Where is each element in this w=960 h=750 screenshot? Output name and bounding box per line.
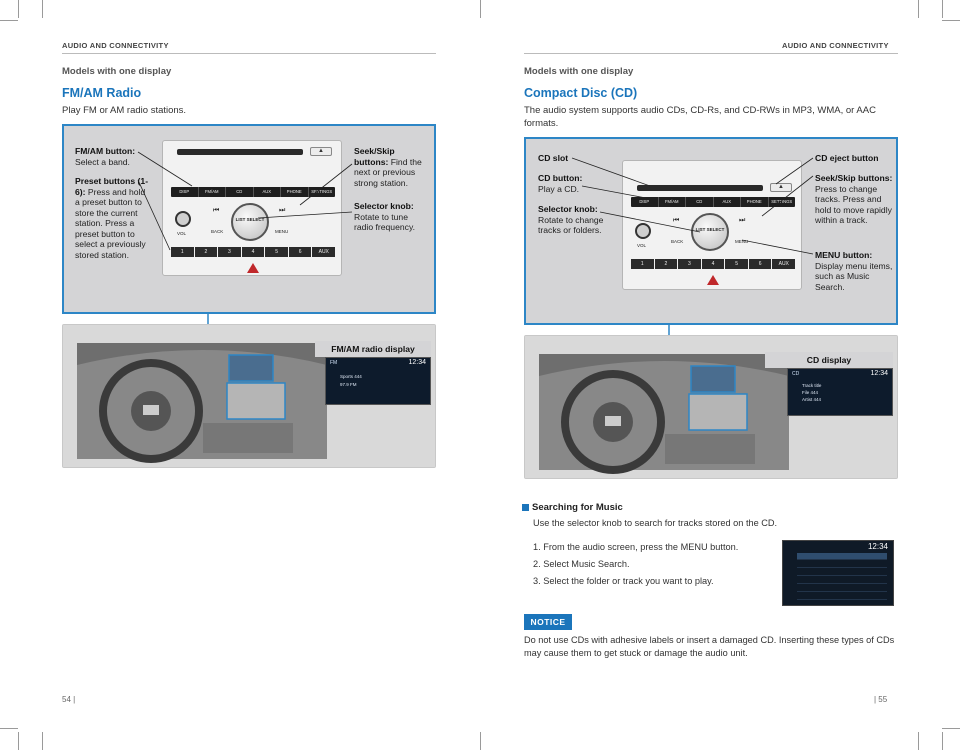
left-callout-fmam-label: FM/AM button: [75, 146, 136, 156]
right-callout-seek-label: Seek/Skip buttons: [815, 173, 893, 183]
cd-screen-line2: File 444 [802, 390, 819, 395]
left-callout-fmam-text: Select a band. [75, 156, 130, 167]
cd-screen-line1: Track title [802, 383, 822, 388]
right-unit-phone: PHONE [741, 197, 769, 207]
left-unit-fmam: FM/AM [199, 187, 227, 197]
music-search-row [797, 593, 887, 600]
left-callout-seek-text: Find the next or previous strong station. [354, 156, 422, 188]
left-callout-preset-text: Press and hold a preset button to store the current station. Press a preset button to select a previously stored station. [75, 186, 146, 260]
searching-step-3: 3. Select the folder or track you want to play. [533, 576, 714, 586]
cd-screen-line3: Artist 444 [802, 397, 822, 402]
left-unit-menu: MENU [275, 229, 289, 234]
right-unit-aux: AUX [714, 197, 742, 207]
right-callout-cdbtn-label: CD button: [538, 173, 583, 183]
right-callout-slot-label: CD slot [538, 153, 569, 163]
section-square-icon [522, 504, 529, 511]
fm-am-screen-clock: 12:34 [408, 359, 426, 366]
left-unit-seek-back-icon: ⏮ [213, 207, 220, 214]
right-unit-knob-label: LIST SELECT [695, 227, 725, 232]
right-unit-settings: SETTINGS [771, 199, 793, 204]
right-unit-menu: MENU [735, 239, 749, 244]
music-search-row [797, 577, 887, 584]
music-search-screen [782, 540, 894, 606]
left-callout-seek-label: Seek/Skip buttons: [354, 146, 395, 167]
music-search-row [797, 585, 887, 592]
right-unit-fmam: FM/AM [659, 197, 687, 207]
crop-mark [942, 732, 943, 750]
left-unit-knob-label: LIST SELECT [235, 217, 265, 222]
left-unit-cd-eject: ▲ [310, 147, 332, 156]
searching-music-body: Use the selector knob to search for tracks stored on the CD. [533, 518, 778, 528]
fm-am-screen-line1: Sports 444 [340, 374, 362, 379]
left-preset-5: 5 [265, 247, 288, 257]
left-callout-selector-text: Rotate to tune radio frequency. [354, 211, 415, 232]
left-unit-disp: DISP [171, 187, 199, 197]
crop-mark [942, 728, 960, 729]
crop-mark [42, 732, 43, 750]
right-callout-selector-label: Selector knob: [538, 204, 598, 214]
fm-am-title: FM/AM Radio [62, 86, 142, 100]
fm-am-screen-band: FM [330, 360, 338, 366]
cd-display-label: CD display [765, 352, 893, 368]
right-callout-seek-text: Press to change tracks. Press and hold to move rapidly within a track. [815, 183, 892, 225]
right-preset-aux: AUX [772, 259, 795, 269]
right-unit-cd-eject: ▲ [770, 183, 792, 192]
right-preset-2: 2 [655, 259, 678, 269]
right-callout-menu-text: Display menu items, such as Music Search. [815, 260, 893, 292]
right-preset-6: 6 [749, 259, 772, 269]
crop-mark [480, 732, 481, 750]
cd-screen-band: CD [792, 371, 800, 377]
left-preset-1: 1 [171, 247, 194, 257]
left-unit-phone: PHONE [281, 187, 309, 197]
right-models-note: Models with one display [524, 66, 634, 77]
crop-mark [0, 728, 18, 729]
right-unit-cd: CD [686, 197, 714, 207]
right-preset-5: 5 [725, 259, 748, 269]
cd-intro: The audio system supports audio CDs, CD-Rs, and CD-RWs in MP3, WMA, or AAC formats. [524, 105, 876, 129]
searching-music-title-text: Searching for Music [532, 502, 623, 513]
left-unit-back: BACK [211, 229, 224, 234]
left-page-header: AUDIO AND CONNECTIVITY [62, 41, 169, 50]
left-callout-selector-label: Selector knob: [354, 201, 414, 211]
left-unit-settings: SETTINGS [311, 189, 333, 194]
crop-mark [918, 732, 919, 750]
notice-badge: NOTICE [524, 614, 572, 630]
right-page-header: AUDIO AND CONNECTIVITY [782, 41, 889, 50]
right-preset-3: 3 [678, 259, 701, 269]
right-unit-seek-back-icon: ⏮ [673, 217, 680, 224]
music-search-row [797, 553, 887, 560]
left-unit-cd: CD [226, 187, 254, 197]
fm-am-dashboard-photo [62, 324, 436, 468]
notice-text: Do not use CDs with adhesive labels or insert a damaged CD. Inserting these types of CDs may cause them to get stuck or damage the audio unit. [524, 635, 895, 658]
right-callout-cdbtn-text: Play a CD. [538, 183, 580, 194]
left-preset-2: 2 [195, 247, 218, 257]
left-unit-aux: AUX [254, 187, 282, 197]
right-page-number: | 55 [874, 695, 888, 704]
searching-step-2: 2. Select Music Search. [533, 559, 630, 569]
fm-am-display-screen [325, 357, 431, 405]
right-preset-4: 4 [702, 259, 725, 269]
right-callout-menu-label: MENU button: [815, 250, 873, 260]
left-preset-4: 4 [242, 247, 265, 257]
right-preset-1: 1 [631, 259, 654, 269]
left-preset-6: 6 [289, 247, 312, 257]
left-models-note: Models with one display [62, 66, 172, 77]
left-unit-seek-fwd-icon: ⏭ [279, 207, 286, 214]
right-callout-selector-text: Rotate to change tracks or folders. [538, 214, 604, 235]
left-callout-preset-label: Preset buttons (1-6): [75, 176, 149, 197]
music-search-row [797, 561, 887, 568]
fm-am-display-label: FM/AM radio display [315, 341, 431, 357]
cd-screen-clock: 12:34 [870, 370, 888, 377]
fm-am-screen-line2: 97.9 FM [340, 382, 357, 387]
cd-dashboard-photo [524, 335, 898, 479]
searching-music-title [522, 502, 623, 513]
cd-title: Compact Disc (CD) [524, 86, 638, 100]
music-search-row [797, 569, 887, 576]
left-page-number: 54 | [62, 695, 76, 704]
right-unit-seek-fwd-icon: ⏭ [739, 217, 746, 224]
right-unit-vol: VOL [637, 243, 647, 248]
crop-mark [18, 732, 19, 750]
right-unit-back: BACK [671, 239, 684, 244]
left-preset-aux: AUX [312, 247, 335, 257]
fm-am-intro: Play FM or AM radio stations. [62, 105, 187, 116]
cd-display-screen [787, 368, 893, 416]
left-unit-vol: VOL [177, 231, 187, 236]
music-search-clock: 12:34 [867, 542, 888, 551]
right-callout-eject-label: CD eject button [815, 153, 879, 163]
searching-step-1: 1. From the audio screen, press the MENU button. [533, 542, 739, 552]
right-unit-disp: DISP [631, 197, 659, 207]
left-preset-3: 3 [218, 247, 241, 257]
